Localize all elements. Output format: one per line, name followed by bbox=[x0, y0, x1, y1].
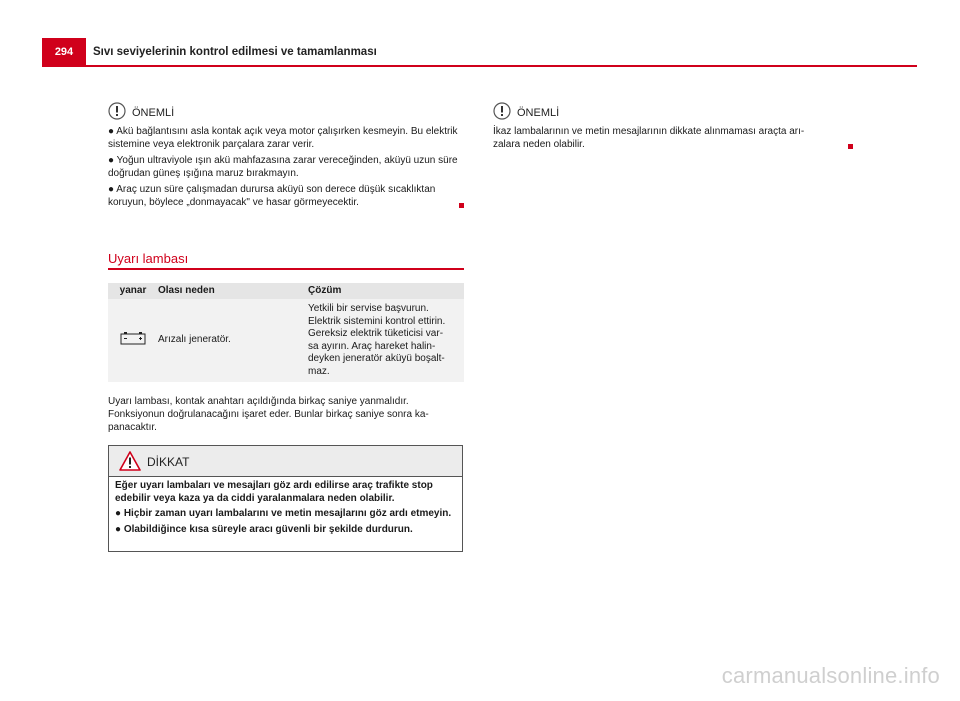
solution-cell bbox=[308, 299, 464, 382]
notice-left bbox=[108, 101, 466, 209]
caution-paragraph-3: ● Olabildiğince kısa süreyle aracı güvenli bir şekilde durdurun. bbox=[115, 523, 413, 535]
page-number: 294 bbox=[42, 38, 86, 66]
caution-paragraph-1: Eğer uyarı lambaları ve mesajları göz ardı edilirse araç trafikte stop edebilir veya kaza ya da ciddi yaralanmalara neden olabilir. bbox=[115, 480, 433, 504]
warning-lamp-table bbox=[108, 283, 464, 382]
end-mark bbox=[848, 144, 853, 149]
notice-right-title: ÖNEMLİ bbox=[517, 107, 560, 119]
body-text-line: Uyarı lambası, kontak anahtarı açıldığında birkaç saniye yanmalıdır. bbox=[108, 396, 409, 407]
solution-line: Gereksiz elektrik tüketicisi var- bbox=[308, 328, 444, 339]
caution-head bbox=[109, 446, 462, 477]
end-mark bbox=[459, 203, 464, 208]
exclamation-circle-icon bbox=[108, 102, 126, 120]
solution-line: sa ayırın. Araç hareket halin- bbox=[308, 340, 436, 352]
notice-left-paragraph-3: ● Araç uzun süre çalışmadan durursa aküyü son derece düşük sıcaklıktan koruyun, böylece „donmayacak" ve hasar görmeyecektir. bbox=[108, 184, 436, 208]
notice-left-head bbox=[108, 101, 466, 121]
notice-right bbox=[493, 101, 853, 151]
solution-line: Elektrik sistemini kontrol ettirin. bbox=[308, 315, 446, 327]
column-header-cause: Olası neden bbox=[158, 283, 308, 299]
warning-triangle-icon bbox=[119, 451, 141, 471]
watermark: carmanualsonline.info bbox=[721, 663, 940, 688]
solution-line: deyken jeneratör aküyü boşalt- bbox=[308, 353, 445, 364]
caution-paragraph-2: ● Hiçbir zaman uyarı lambalarını ve metin mesajlarını göz ardı etmeyin. bbox=[115, 508, 452, 519]
notice-left-paragraph-2: ● Yoğun ultraviyole ışın akü mahfazasına zarar vereceğinden, aküyü uzun süre doğrudan güneş ışığına maruz bırakmayın. bbox=[108, 155, 458, 179]
notice-left-paragraph-1: ● Akü bağlantısını asla kontak açık veya motor çalışırken kesmeyin. Bu elektrik sistemine veya elektronik parçalara zarar verir. bbox=[108, 126, 458, 150]
caution-box bbox=[108, 445, 463, 552]
battery-warning-icon bbox=[120, 331, 146, 345]
caution-title: DİKKAT bbox=[147, 455, 190, 469]
notice-left-title: ÖNEMLİ bbox=[132, 107, 175, 119]
body-text-line: panacaktır. bbox=[108, 422, 157, 433]
exclamation-circle-icon bbox=[493, 102, 511, 120]
table-row bbox=[108, 299, 464, 382]
running-title: Sıvı seviyelerinin kontrol edilmesi ve tamamlanması bbox=[93, 46, 377, 58]
notice-right-line: İkaz lambalarının ve metin mesajlarının dikkate alınmaması araçta arı- bbox=[493, 126, 805, 137]
column-header-solution: Çözüm bbox=[308, 283, 464, 299]
solution-line: Yetkili bir servise başvurun. bbox=[308, 303, 429, 314]
header-rule bbox=[42, 65, 917, 67]
column-header-lamp: yanar bbox=[108, 283, 158, 299]
caution-body bbox=[109, 477, 462, 536]
body-text-line: Fonksiyonun doğrulanacağını işaret eder. Bunlar birkaç saniye sonra ka- bbox=[108, 409, 429, 420]
lamp-cell bbox=[108, 299, 158, 382]
solution-line: maz. bbox=[308, 365, 330, 377]
cause-cell: Arızalı jeneratör. bbox=[158, 299, 308, 382]
body-text bbox=[108, 395, 468, 434]
section-title: Uyarı lambası bbox=[108, 251, 189, 266]
notice-right-head bbox=[493, 101, 853, 121]
notice-right-line: zalara neden olabilir. bbox=[493, 139, 585, 150]
section-rule bbox=[108, 268, 464, 270]
table-header-row bbox=[108, 283, 464, 299]
